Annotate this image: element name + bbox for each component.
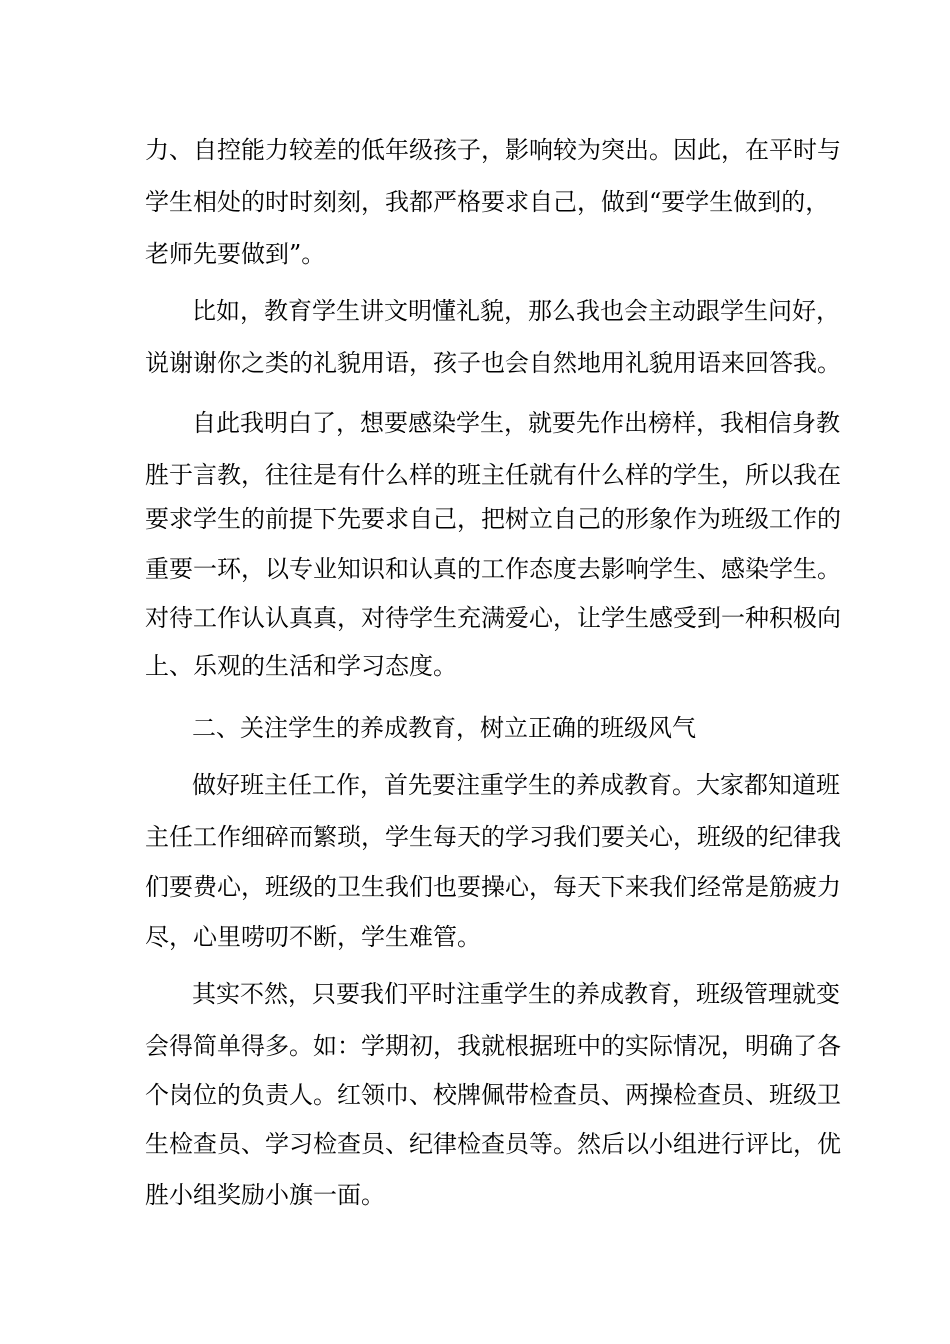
paragraph-1-line-1: 力、自控能力较差的低年级孩子，影响较为突出。因此，在平时与 [145,136,841,164]
paragraph-6-line-3: 个岗位的负责人。红领巾、校牌佩带检查员、两操检查员、班级卫 [145,1081,841,1109]
paragraph-3-line-4: 重要一环，以专业知识和认真的工作态度去影响学生、感染学生。 [145,555,841,583]
section-heading: 二、关注学生的养成教育，树立正确的班级风气 [192,714,696,742]
paragraph-6-line-4: 生检查员、学习检查员、纪律检查员等。然后以小组进行评比，优 [145,1130,841,1158]
paragraph-6-line-5: 胜小组奖励小旗一面。 [145,1181,385,1209]
paragraph-3-line-5: 对待工作认认真真，对待学生充满爱心，让学生感受到一种积极向 [145,604,841,632]
paragraph-3-line-2: 胜于言教，往往是有什么样的班主任就有什么样的学生，所以我在 [145,461,841,489]
paragraph-6-line-2: 会得简单得多。如：学期初，我就根据班中的实际情况，明确了各 [145,1032,841,1060]
paragraph-1-line-2: 学生相处的时时刻刻，我都严格要求自己，做到“要学生做到的， [145,188,830,216]
paragraph-5-line-3: 们要费心，班级的卫生我们也要操心，每天下来我们经常是筋疲力 [145,873,841,901]
paragraph-1-line-3: 老师先要做到”。 [145,240,326,268]
paragraph-5-line-2: 主任工作细碎而繁琐，学生每天的学习我们要关心，班级的纪律我 [145,823,841,851]
paragraph-3-line-3: 要求学生的前提下先要求自己，把树立自己的形象作为班级工作的 [145,505,841,533]
paragraph-3-line-1: 自此我明白了，想要感染学生，就要先作出榜样，我相信身教 [192,409,840,437]
paragraph-5-line-4: 尽，心里唠叨不断，学生难管。 [145,923,481,951]
paragraph-3-line-6: 上、乐观的生活和学习态度。 [145,652,457,680]
paragraph-6-line-1: 其实不然，只要我们平时注重学生的养成教育，班级管理就变 [192,980,840,1008]
paragraph-2-line-2: 说谢谢你之类的礼貌用语，孩子也会自然地用礼貌用语来回答我。 [145,349,841,377]
paragraph-5-line-1: 做好班主任工作，首先要注重学生的养成教育。大家都知道班 [192,771,840,799]
paragraph-2-line-1: 比如，教育学生讲文明懂礼貌，那么我也会主动跟学生问好， [192,297,840,325]
